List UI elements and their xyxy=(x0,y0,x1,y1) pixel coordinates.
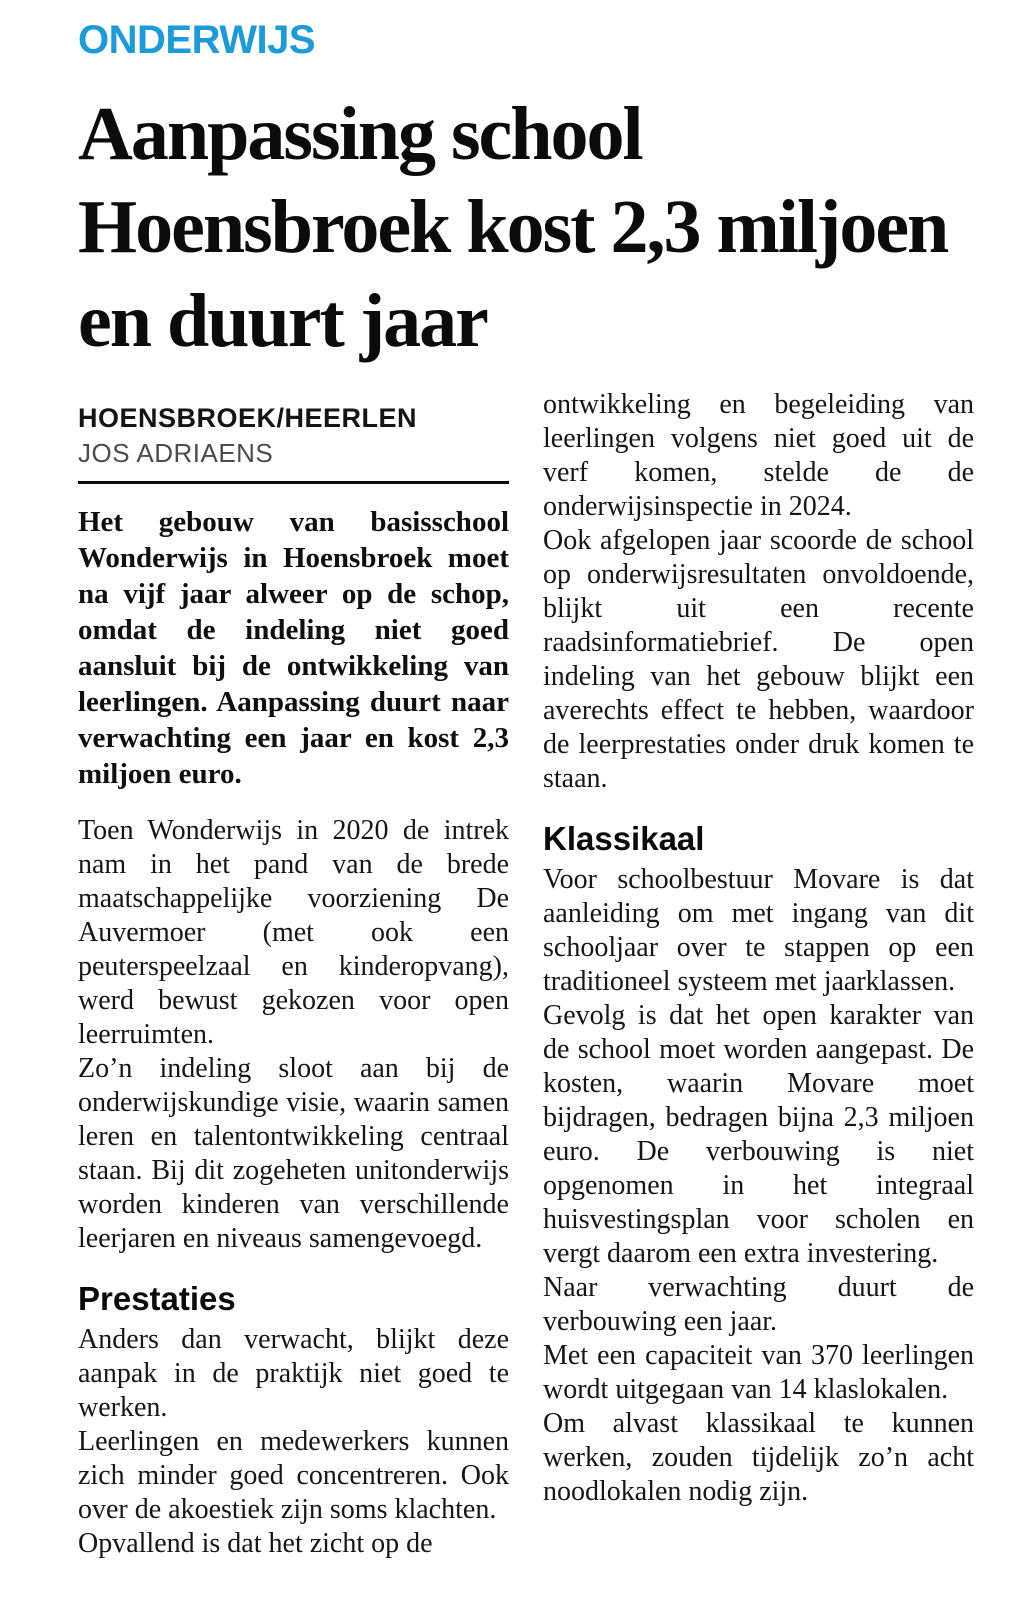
article-paragraph: Opvallend is dat het zicht op de xyxy=(78,1527,433,1559)
article-paragraph: Toen Wonderwijs in 2020 de intrek nam in het pand van de brede maatschappelijke voorziening De Auvermoer (met ook een peuterspeelzaal en kinderopvang), werd bewust gekozen voor open leerruimten. xyxy=(78,814,509,1050)
byline-location: HOENSBROEK/HEERLEN xyxy=(78,403,418,434)
article-column-right xyxy=(543,388,974,1561)
article-paragraph: Het gebouw van basisschool Wonderwijs in Hoensbroek moet na vijf jaar alweer op de schop, omdat de indeling niet goed aansluit bij de ontwikkeling van leerlingen. Aanpassing duurt naar verwachting een jaar en kost 2,3 miljoen euro. xyxy=(78,505,509,790)
kicker-label: ONDERWIJS xyxy=(78,18,316,62)
article-paragraph: Anders dan verwacht, blijkt deze aanpak in de praktijk niet goed te werken. xyxy=(78,1323,509,1423)
byline-author: JOS ADRIAENS xyxy=(78,437,274,468)
article-column-left xyxy=(78,388,509,1561)
section-heading: Klassikaal xyxy=(543,820,705,858)
article-paragraph: Zo’n indeling sloot aan bij de onderwijskundige visie, waarin samen leren en talentontwikkeling centraal staan. Bij dit zogeheten unitonderwijs worden kinderen van verschillende leerjaren en niveaus samengevoegd. xyxy=(78,1052,509,1254)
section-heading: Prestaties xyxy=(78,1279,236,1317)
headline: Aanpassing school Hoensbroek kost 2,3 miljoen en duurt jaar xyxy=(78,92,948,363)
article-paragraph: Voor schoolbestuur Movare is dat aanleiding om met ingang van dit schooljaar over te stappen op een traditioneel systeem met jaarklassen. xyxy=(543,864,974,998)
article-paragraph: Om alvast klassikaal te kunnen werken, zouden tijdelijk zo’n acht noodlokalen nodig zijn. xyxy=(543,1408,974,1508)
byline xyxy=(78,402,509,484)
article-paragraph: Gevolg is dat het open karakter van de school moet worden aangepast. De kosten, waarin Movare moet bijdragen, bedragen bijna 2,3 miljoen euro. De verbouwing is niet opgenomen in het integraal huisvestingsplan voor scholen en vergt daarom een extra investering. xyxy=(543,1000,974,1270)
article-paragraph: Naar verwachting duurt de verbouwing een jaar. xyxy=(543,1272,974,1338)
article-body xyxy=(78,388,974,1561)
article-paragraph: Met een capaciteit van 370 leerlingen wordt uitgegaan van 14 klaslokalen. xyxy=(543,1340,974,1406)
article-paragraph: Leerlingen en medewerkers kunnen zich minder goed concentreren. Ook over de akoestiek zijn soms klachten. xyxy=(78,1425,509,1525)
article-paragraph: Ook afgelopen jaar scoorde de school op onderwijsresultaten onvoldoende, blijkt uit een recente raadsinformatiebrief. De open indeling van het gebouw blijkt een averechts effect te hebben, waardoor de leerprestaties onder druk komen te staan. xyxy=(543,525,974,795)
article-paragraph: ontwikkeling en begeleiding van leerlingen volgens niet goed uit de verf komen, stelde de de onderwijsinspectie in 2024. xyxy=(543,389,974,523)
